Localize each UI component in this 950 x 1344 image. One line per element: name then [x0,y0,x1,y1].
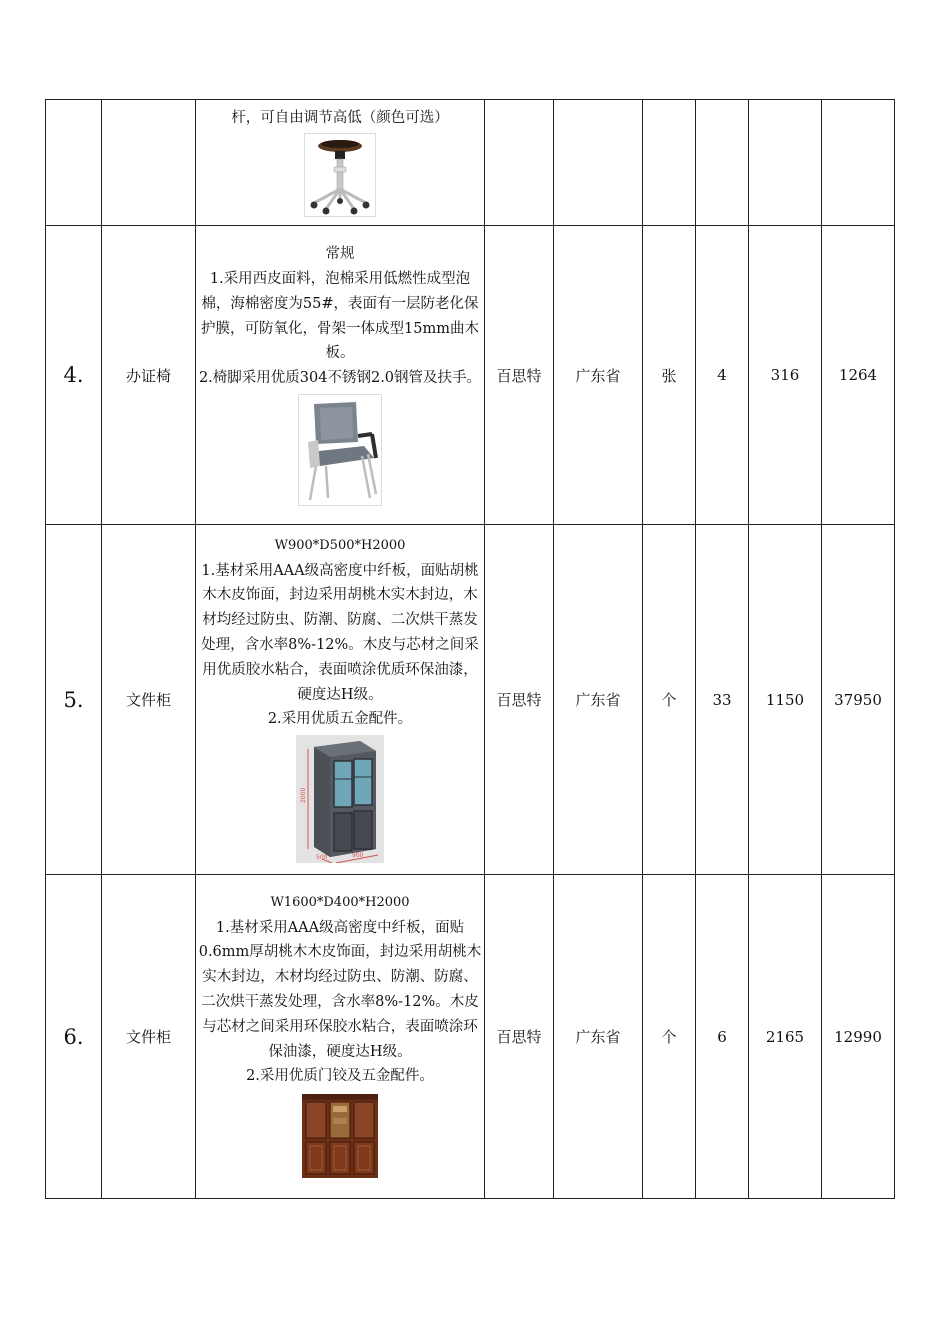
item-quantity: 33 [696,525,749,875]
item-number: 4. [46,226,102,525]
item-name [102,100,196,226]
item-total: 1264 [822,226,895,525]
table-row [46,100,895,226]
item-unit-price: 2165 [749,875,822,1199]
item-total: 12990 [822,875,895,1199]
table-row [46,875,895,1199]
chair-image [298,394,382,506]
description-line: 1.基材采用AAA级高密度中纤板，面贴0.6mm厚胡桃木木皮饰面，封边采用胡桃木实木封边，木材均经过防虫、防潮、防腐、二次烘干蒸发处理，含水率8%-12%。木皮与芯材之间采用环保胶水粘合，表面喷涂环保油漆，硬度达H级。 [198,919,482,1060]
description-line: 1.基材采用AAA级高密度中纤板，面贴胡桃木木皮饰面，封边采用胡桃木实木封边，木材均经过防虫、防潮、防腐、二次烘干蒸发处理，含水率8%-12%。木皮与芯材之间采用优质胶水粘合，表面喷涂优质环保油漆，硬度达H级。 [201,562,479,703]
item-name: 办证椅 [102,226,196,525]
description-line: 2.采用优质五金配件。 [267,711,413,728]
walnut-bookcase-image [300,1092,380,1180]
item-number [46,100,102,226]
item-number: 5. [46,525,102,875]
description-header: 常规 [325,246,355,263]
table-row [46,226,895,525]
description-line: 1.采用西皮面料，泡棉采用低燃性成型泡棉，海棉密度为55#，表面有一层防老化保护膜，可防氧化，骨架一体成型15mm曲木板。 [201,270,479,362]
item-description [196,226,485,525]
item-description [196,100,485,226]
glass-cabinet-image [296,735,384,863]
item-brand: 百思特 [485,875,554,1199]
item-origin [554,100,643,226]
item-unit-price: 316 [749,226,822,525]
item-brand: 百思特 [485,226,554,525]
table-row [46,525,895,875]
item-origin: 广东省 [554,226,643,525]
item-total: 37950 [822,525,895,875]
item-name: 文件柜 [102,875,196,1199]
item-brand [485,100,554,226]
cabinet-depth-label: 500 [316,854,328,862]
item-unit: 张 [643,226,696,525]
item-total [822,100,895,226]
item-quantity [696,100,749,226]
description-line: 2.椅脚采用优质304不锈钢2.0钢管及扶手。 [198,370,482,387]
item-origin: 广东省 [554,875,643,1199]
item-description [196,875,485,1199]
cabinet-width-label: 900 [352,852,364,860]
item-quantity: 4 [696,226,749,525]
cabinet-height-label: 2000 [300,787,307,804]
item-unit-price: 1150 [749,525,822,875]
description-line: 杆，可自由调节高低（颜色可选） [231,109,449,126]
item-unit-price [749,100,822,226]
item-brand: 百思特 [485,525,554,875]
description-line: 2.采用优质门铰及五金配件。 [246,1068,434,1085]
stool-image [304,133,376,217]
item-description [196,525,485,875]
product-spec-table [45,874,895,1199]
description-header: W1600*D400*H2000 [270,894,410,910]
item-unit: 个 [643,875,696,1199]
item-name: 文件柜 [102,525,196,875]
item-unit: 个 [643,525,696,875]
product-spec-table [45,99,895,875]
item-quantity: 6 [696,875,749,1199]
item-unit [643,100,696,226]
description-header: W900*D500*H2000 [274,537,406,553]
item-number: 6. [46,875,102,1199]
item-origin: 广东省 [554,525,643,875]
